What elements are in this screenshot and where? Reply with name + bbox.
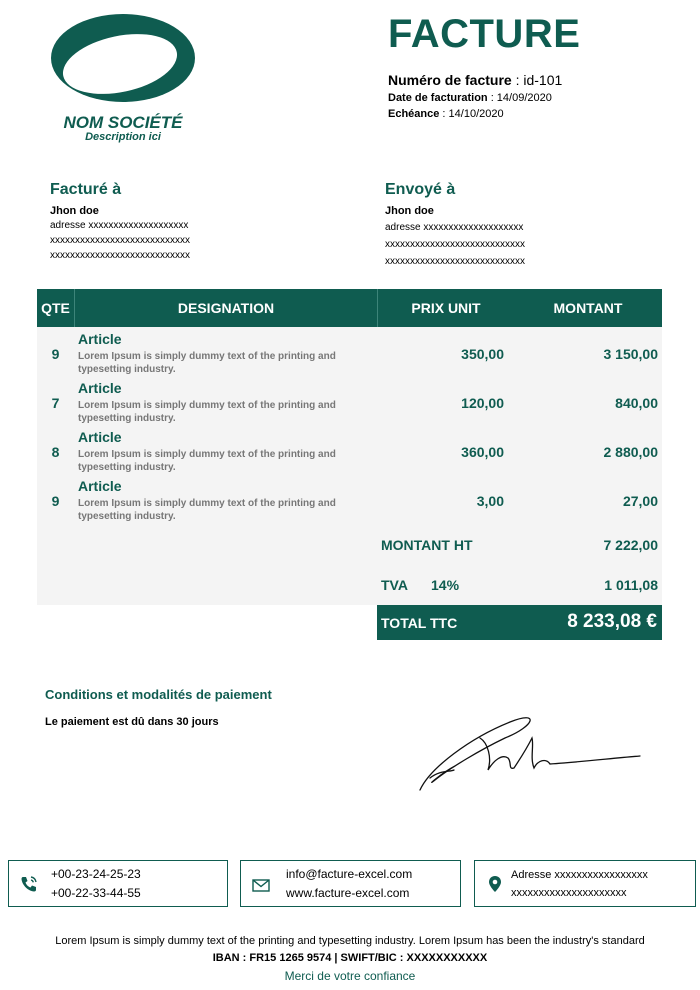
website-link[interactable]: www.facture-excel.com xyxy=(286,886,410,900)
total-ttc-label: TOTAL TTC xyxy=(381,615,458,631)
conditions-text: Le paiement est dû dans 30 jours xyxy=(45,716,219,728)
shipped-to-title: Envoyé à xyxy=(385,181,456,198)
row-description: Lorem Ipsum is simply dummy text of the printing and typesetting industry. xyxy=(78,351,336,375)
billed-to-title: Facturé à xyxy=(50,181,122,198)
row-qty: 9 xyxy=(51,346,60,362)
billed-to-block xyxy=(50,181,190,263)
table-row xyxy=(37,478,662,526)
invoice-date-label: Date de facturation xyxy=(388,92,488,104)
billed-to-name: Jhon doe xyxy=(50,205,99,217)
footer-text: Lorem Ipsum is simply dummy text of the printing and typesetting industry. Lorem Ipsum has been the industry's standard xyxy=(55,935,645,947)
shipped-to-line: adresse xxxxxxxxxxxxxxxxxxxx xyxy=(385,222,524,233)
tva-value: 1 011,08 xyxy=(604,577,658,593)
row-amount: 2 880,00 xyxy=(603,444,658,460)
row-unit-price: 350,00 xyxy=(461,346,504,362)
tva-label: TVA xyxy=(381,577,408,593)
email-box xyxy=(240,860,461,907)
phone-box xyxy=(8,860,228,907)
signature-icon xyxy=(410,708,650,798)
table-row xyxy=(37,380,662,428)
billed-to-line: xxxxxxxxxxxxxxxxxxxxxxxxxxxx xyxy=(50,250,190,261)
tva-rate: 14% xyxy=(431,577,460,593)
table-header xyxy=(37,289,662,327)
row-qty: 7 xyxy=(51,395,60,411)
company-name: NOM SOCIÉTÉ xyxy=(63,113,183,132)
row-unit-price: 120,00 xyxy=(461,395,504,411)
address-line-2: xxxxxxxxxxxxxxxxxxxxx xyxy=(511,887,627,899)
address-line-1: Adresse xxxxxxxxxxxxxxxxx xyxy=(511,869,648,881)
row-description: Lorem Ipsum is simply dummy text of the printing and typesetting industry. xyxy=(78,449,336,473)
row-description: Lorem Ipsum is simply dummy text of the printing and typesetting industry. xyxy=(78,400,336,424)
subtotal-value: 7 222,00 xyxy=(603,537,658,553)
logo-ellipse-icon xyxy=(48,12,198,108)
header-amount: MONTANT xyxy=(553,300,623,316)
row-qty: 9 xyxy=(51,493,60,509)
footer-bank-details: IBAN : FR15 1265 9574 | SWIFT/BIC : XXXXXXXXXXX xyxy=(212,952,488,964)
total-ttc-value: 8 233,08 € xyxy=(567,611,657,632)
invoice-number-value: : id-101 xyxy=(511,72,563,88)
mail-icon xyxy=(251,875,271,895)
phone-icon xyxy=(19,874,39,894)
row-title: Article xyxy=(78,380,122,396)
phone-number-2[interactable]: +00-22-33-44-55 xyxy=(51,886,141,900)
invoice-due-label: Echéance xyxy=(388,108,440,120)
invoice-number xyxy=(388,72,562,88)
billed-to-line: adresse xxxxxxxxxxxxxxxxxxxx xyxy=(50,220,189,231)
company-description: Description ici xyxy=(85,131,161,143)
shipped-to-name: Jhon doe xyxy=(385,205,434,217)
billed-to-line: xxxxxxxxxxxxxxxxxxxxxxxxxxxx xyxy=(50,235,190,246)
location-pin-icon xyxy=(485,874,505,894)
row-unit-price: 3,00 xyxy=(476,493,504,509)
invoice-due-value: : 14/10/2020 xyxy=(439,108,504,120)
invoice-title: FACTURE xyxy=(388,12,581,56)
invoice-date-value: : 14/09/2020 xyxy=(487,92,552,104)
header-designation: DESIGNATION xyxy=(177,300,275,316)
row-title: Article xyxy=(78,478,122,494)
email-link[interactable]: info@facture-excel.com xyxy=(286,867,413,881)
total-ttc-bar xyxy=(377,605,662,640)
invoice-number-label: Numéro de facture xyxy=(388,72,512,88)
phone-number-1[interactable]: +00-23-24-25-23 xyxy=(51,867,141,881)
row-title: Article xyxy=(78,429,122,445)
invoice-due xyxy=(388,108,504,120)
row-unit-price: 360,00 xyxy=(461,444,504,460)
company-logo xyxy=(48,12,198,108)
conditions-title: Conditions et modalités de paiement xyxy=(45,687,272,702)
row-qty: 8 xyxy=(51,444,60,460)
row-amount: 3 150,00 xyxy=(603,346,658,362)
shipped-to-line: xxxxxxxxxxxxxxxxxxxxxxxxxxxx xyxy=(385,256,525,267)
shipped-to-block xyxy=(385,181,525,270)
row-amount: 840,00 xyxy=(615,395,658,411)
table-row xyxy=(37,429,662,477)
footer-thanks: Merci de votre confiance xyxy=(284,969,416,983)
subtotal-label: MONTANT HT xyxy=(381,537,473,553)
shipped-to-line: xxxxxxxxxxxxxxxxxxxxxxxxxxxx xyxy=(385,239,525,250)
table-row xyxy=(37,331,662,379)
invoice-date xyxy=(388,92,552,104)
header-unit-price: PRIX UNIT xyxy=(411,300,481,316)
signature xyxy=(410,708,650,798)
row-description: Lorem Ipsum is simply dummy text of the printing and typesetting industry. xyxy=(78,498,336,522)
header-qty: QTE xyxy=(41,300,70,316)
address-box xyxy=(474,860,696,907)
row-amount: 27,00 xyxy=(622,493,658,509)
row-title: Article xyxy=(78,331,122,347)
